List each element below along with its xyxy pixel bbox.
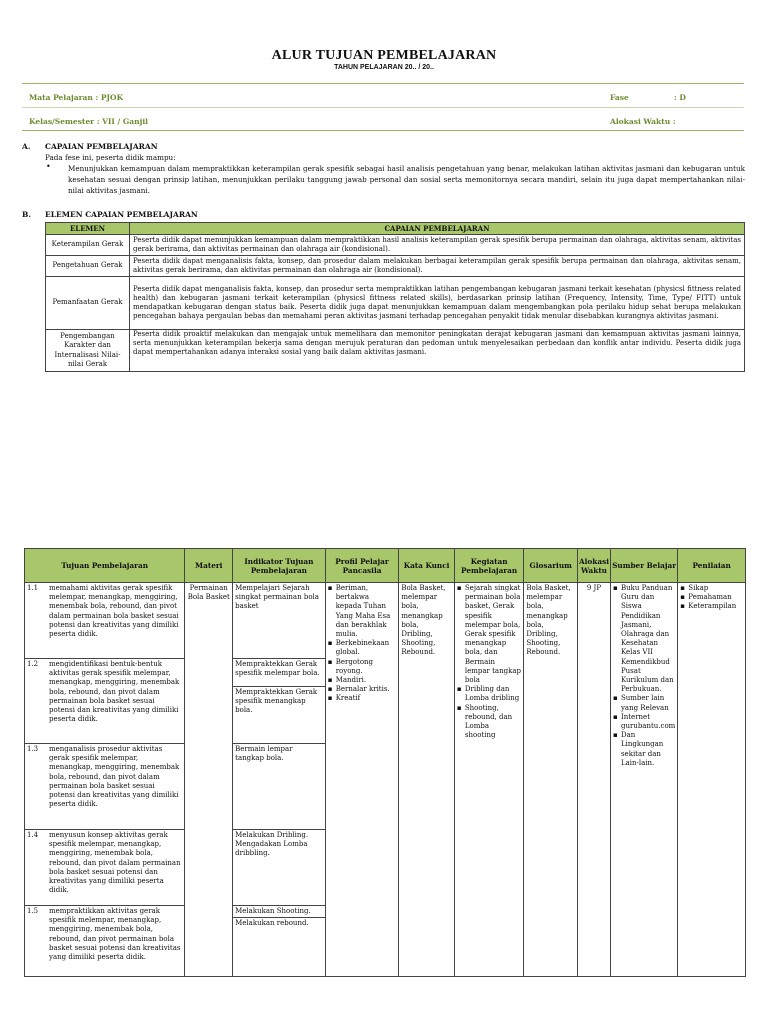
info-divider [22,107,744,108]
list-item: ▪ Bergotong royong. [328,658,397,676]
elemen-table-header [46,223,745,235]
table-row [46,277,745,330]
indikator-group [233,659,325,744]
indikator-text: Melakukan Dribling. [235,831,309,839]
indikator-group [233,906,325,976]
bullet-icon: • [46,162,51,171]
col-kata-kunci: Kata Kunci [399,549,455,583]
col-glosarium: Glosarium [524,549,578,583]
section-a-intro: Pada fese ini, peserta didik mampu: [45,153,176,162]
profil-cell [325,583,399,977]
list-item: ▪ Sikap [680,584,743,593]
tujuan-item [25,906,184,976]
indikator-text: Mempraktekkan Gerak spesifik menangkap bola. [235,688,318,715]
tujuan-text: mengidentifikasi bentuk-bentuk aktivitas gerak spesifik melempar, menangkap, menggiring, menembak bola, rebound, dan pivot dalam permainan bola basket sesuai potensi dan kreativitas yang dimiliki peserta didik. [49,660,180,724]
list-item: ▪ Bernalar kritis. [328,685,397,694]
elemen-cell: Pemanfaatan Gerak [46,277,130,330]
elemen-cell: Keterampilan Gerak [46,235,130,256]
kegiatan-cell [454,583,523,977]
fase-label: Fase [610,93,629,102]
materi-cell: Permainan Bola Basket [185,583,233,977]
tujuan-item [25,744,184,830]
tujuan-cell [25,583,185,977]
capaian-cell: Peserta didik dapat menganalisis fakta, konsep, dan prosedur dalam melakukan berbagai keterampilan gerak spesifik berupa permainan dan olahraga, aktivitas senam, aktivitas gerak berirama, dan aktivitas permainan dan olahraga air (kondisional). [130,256,745,277]
section-a-letter: A. [22,142,31,151]
col-sumber: Sumber Belajar [610,549,677,583]
list-item: ▪ Mandiri. [328,676,397,685]
list-item: ▪ Sejarah singkat permainan bola basket, Gerak spesifik melempar bola, Gerak spesifik menangkap bola, dan Bermain lempar tangkap bola [457,584,521,685]
page-title: ALUR TUJUAN PEMBELAJARAN [271,48,497,63]
profil-list [328,584,397,704]
fase-value: : D [674,93,686,102]
page-subtitle: TAHUN PELAJARAN 20.. / 20.. [334,64,434,71]
indikator-text: Mempraktekkan Gerak spesifik melempar bola. [233,659,325,687]
mapel-label: Mata Pelajaran : PJOK [29,93,124,102]
atp-table-header [25,549,746,583]
elemen-cell: Pengetahuan Gerak [46,256,130,277]
tujuan-num: 1.5 [27,907,39,915]
col-profil: Profil Pelajar Pancasila [325,549,399,583]
col-alokasi: Alokasi Waktu [578,549,611,583]
indikator-cell [233,583,326,977]
sumber-list [613,584,675,768]
col-capaian: CAPAIAN PEMBELAJARAN [130,223,745,235]
indikator-text: Mengadakan Lomba dribbling. [235,840,308,858]
indikator-group [233,744,325,830]
indikator-text: Melakukan Shooting. [233,906,325,918]
table-row [46,330,745,372]
indikator-text: Bermain lempar tangkap bola. [235,745,293,763]
section-b-heading: ELEMEN CAPAIAN PEMBELAJARAN [45,210,198,219]
tujuan-text: menyusun konsep aktivitas gerak spesifik melempar, menangkap, menggiring, menembak bola, rebound, dan pivot dalam permainan bola basket sesuai potensi dan kreativitas yang dimiliki peserta didik. [49,831,181,895]
capaian-cell: Peserta didik proaktif melakukan dan mengajak untuk memelihara dan memonitor peningkatan derajat kebugaran jasmani dan kemampuan aktivitas jasmani lainnya, serta menunjukkan keterampilan bekerja sama dengan merujuk peraturan dan pedoman untuk menyelesaikan perbedaan dan konflik antar individu. Peserta didik juga dapat mempertahankan adanya interaksi sosial yang baik dalam aktivitas jasmani. [130,330,745,372]
section-a-heading: CAPAIAN PEMBELAJARAN [45,142,158,151]
tujuan-num: 1.3 [27,745,39,753]
capaian-cell: Peserta didik dapat menunjukkan kemampuan dalam mempraktikkan hasil analisis keterampilan gerak spesifik berupa permainan dan olahraga, aktivitas senam, aktivitas gerak berirama, dan aktivitas permainan dan olahraga air (kondisional). [130,235,745,256]
col-indikator: Indikator Tujuan Pembelajaran [233,549,326,583]
indikator-text: Mempelajari Sejarah singkat permainan bola basket [235,584,319,611]
col-materi: Materi [185,549,233,583]
tujuan-text: memahami aktivitas gerak spesifik melempar, menangkap, menggiring, menembak bola, rebound, dan pivot dalam permainan bola basket sesuai potensi dan kreativitas yang dimiliki peserta didik. [49,584,179,639]
tujuan-text: mempraktikkan aktivitas gerak spesifik melempar, menangkap, menggiring, menembak bola, rebound, dan pivot permainan bola basket sesuai potensi dan kreativitas yang dimiliki peserta didik. [49,907,181,962]
list-item: ▪ Pemahaman [680,593,743,602]
list-item: ▪ Sumber lain yang Relevan [613,694,675,712]
penilaian-cell [678,583,746,977]
indikator-group [233,583,325,659]
elemen-cell: Pengembangan Karakter dan Internalisasi Nilai-nilai Gerak [46,330,130,372]
list-item: ▪ Kreatif [328,694,397,703]
indikator-group [233,830,325,906]
section-b-letter: B. [22,210,31,219]
kegiatan-list [457,584,521,740]
list-item: ▪ Shooting, rebound, dan Lomba shooting [457,704,521,741]
tujuan-item [25,583,184,659]
list-item: ▪ Berkebinekaan global. [328,639,397,657]
tujuan-num: 1.2 [27,660,39,668]
tujuan-item [25,659,184,744]
col-penilaian: Penilaian [678,549,746,583]
tujuan-num: 1.4 [27,831,39,839]
penilaian-list [680,584,743,612]
table-row [46,235,745,256]
indikator-text: Melakukan rebound. [235,919,309,927]
list-item: ▪ Dribling dan Lomba dribling [457,685,521,703]
glosarium-cell: Bola Basket, melempar bola, menangkap bola, Dribling, Shooting, Rebound. [524,583,578,977]
kata-kunci-cell: Bola Basket, melempar bola, menangkap bola, Dribling, Shooting, Rebound. [399,583,455,977]
list-item: ▪ Keterampilan [680,602,743,611]
list-item: ▪ Internet gurubantu.com [613,713,675,731]
tujuan-text: menganalisis prosedur aktivitas gerak spesifik melempar, menangkap, menggiring, menembak bola, rebound, dan pivot dalam permainan bola basket sesuai potensi dan kreativitas yang dimiliki peserta didik. [49,745,180,809]
capaian-cell: Peserta didik dapat menganalisis fakta, konsep, dan prosedur serta mempraktikkan latihan pengembangan kebugaran jasmani terkait kesehatan (physicsl fittness related health) dan kebugaran jasmani terkait keterampilan (physicsl fittness related skills), berdasarkan prinsip latihan (Frequency, Intensity, Time, Type/ FITT) untuk mendapatkan kebugaran dengan status baik. Peserta didik juga dapat menunjukkan kemampuan dalam mengembangkan pola perilaku hidup sehat berupa melakukan pencegahan bahaya pergaulan bebas dan memahami peran aktivitas jasmani terhadap pencegahan penyakit tidak menular disebabkan kurangnya aktivitas jasmani. [130,277,745,330]
alokasi-label: Alokasi Waktu : [610,117,676,126]
col-tujuan: Tujuan Pembelajaran [25,549,185,583]
list-item: ▪ Beriman, bertakwa kepada Tuhan Yang Maha Esa dan berakhlak mulia. [328,584,397,639]
tujuan-item [25,830,184,906]
elemen-table [45,222,745,372]
list-item: ▪ Dan Lingkungan sekitar dan Lain-lain. [613,731,675,768]
col-elemen: ELEMEN [46,223,130,235]
col-kegiatan: Kegiatan Pembelajaran [454,549,523,583]
kelas-label: Kelas/Semester : VII / Ganjil [29,117,149,126]
atp-table [24,548,746,977]
alokasi-cell: 9 JP [578,583,611,977]
atp-table-body-row [25,583,746,977]
info-box [22,83,744,131]
section-a-bullet: Menunjukkan kemampuan dalam mempraktikkan keterampilan gerak spesifik sebagai hasil analisis pengetahuan yang benar, melakukan latihan aktivitas jasmani dan kebugaran untuk kesehatan sesuai dengan prinsip latihan, menunjukkan perilaku tanggung jawab personal dan sosial serta memonitornya secara mandiri, selain itu juga dapat mempertahankan nilai-nilai aktivitas jasmani. [68,164,745,195]
table-row [46,256,745,277]
tujuan-num: 1.1 [27,584,39,592]
list-item: ▪ Buku Panduan Guru dan Siswa Pendidikan Jasmani, Olahraga dan Kesehatan Kelas VII Kemendikbud Pusat Kurikulum dan Perbukuan. [613,584,675,694]
sumber-cell [610,583,677,977]
